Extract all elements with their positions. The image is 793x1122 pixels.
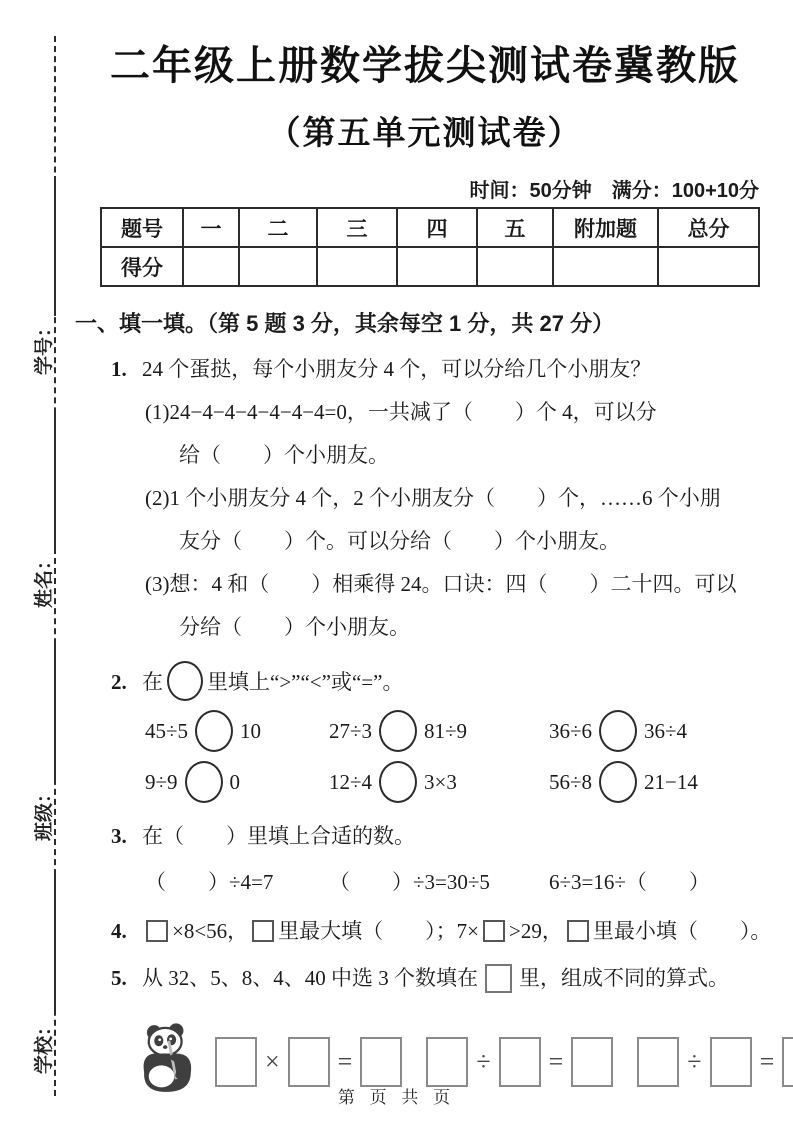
comparison-left: 56÷8 [549,769,593,794]
comparison-right: 3×3 [424,769,457,794]
comparison-right: 36÷4 [644,718,688,743]
header-cell-4: 四 [397,208,477,247]
question-4-seg2: 里最大填（ ）；7× [278,919,480,943]
question-5-stem [75,963,775,994]
name-label: 姓名： [34,550,55,608]
score-table-header-row [101,208,759,247]
answer-box [360,1037,402,1087]
question-3-number: 3. [111,824,127,848]
score-empty-cell [553,247,658,286]
comparison-item [145,761,329,803]
comparison-item [549,761,698,803]
answer-box [426,1037,468,1087]
answer-box [252,920,274,942]
answer-box [215,1037,257,1087]
question-4-number: 4. [111,919,127,943]
equals-sign: = [548,1046,564,1076]
sidebar-field-school [29,875,56,1074]
comparison-item [329,761,549,803]
question-5-number: 5. [111,966,127,990]
question-5-seg2: 里，组成不同的算式。 [519,966,729,990]
sidebar-field-class [29,642,56,841]
question-1-number: 1. [111,357,127,381]
question-1-sub2-line1: (2)1 个小朋友分 4 个，2 个小朋友分（ ）个，……6 个小朋 [145,486,721,510]
question-2-row-2 [75,761,775,803]
score-empty-cell [658,247,759,286]
question-4-seg3: >29， [509,919,563,943]
comparison-left: 27÷3 [329,718,373,743]
question-4-seg1: ×8<56， [172,919,249,943]
comparison-right: 10 [240,718,262,743]
answer-box [499,1037,541,1087]
student-number-label: 学号： [34,317,55,375]
divide-operator: ÷ [476,1046,491,1076]
answer-box [710,1037,752,1087]
header-cell-question-number: 题号 [101,208,183,247]
fill-blank-item: （ ）÷4=7 [145,870,274,894]
student-info-sidebar [10,64,56,1074]
page-subtitle: （第五单元测试卷） [267,114,583,151]
class-label: 班级： [34,783,55,841]
comparison-right: 81÷9 [424,718,468,743]
question-4-stem [75,916,775,947]
score-empty-cell [317,247,397,286]
score-table [100,207,760,287]
comparison-item [145,710,329,752]
comparison-left: 9÷9 [145,769,178,794]
question-2-text-after: 里填上“>”“<”或“=”。 [207,670,404,694]
equation-group [215,1037,402,1087]
exam-meta: 时间：50分钟 满分：100+10分 [469,180,759,202]
sidebar-field-name [29,409,56,608]
compare-circle [185,761,223,803]
name-write-in-line [51,409,56,549]
question-5-seg1: 从 32、5、8、4、40 中选 3 个数填在 [142,966,478,990]
comparison-left: 12÷4 [329,769,373,794]
comparison-left: 45÷5 [145,718,189,743]
question-2-text-before: 在 [142,670,163,694]
compare-circle [379,710,417,752]
school-label: 学校： [34,1016,55,1074]
score-empty-cell [397,247,477,286]
equals-sign: = [337,1046,353,1076]
compare-circle [599,710,637,752]
comparison-left: 36÷6 [549,718,593,743]
score-empty-cell [183,247,239,286]
school-write-in-line [51,875,56,1015]
question-2-row-1 [75,710,775,752]
answer-box [567,920,589,942]
equation-group [637,1037,793,1087]
section-1-heading: 一、填一填。（第 5 题 3 分，其余每空 1 分，共 27 分） [75,311,615,336]
question-1-text: 24 个蛋挞，每个小朋友分 4 个，可以分给几个小朋友？ [142,357,652,381]
sidebar-field-student-number [29,176,56,375]
answer-box [571,1037,613,1087]
question-1-sub3-line2: 分给（ ）个小朋友。 [179,615,410,639]
multiply-operator: × [265,1046,280,1076]
answer-box [782,1037,793,1087]
header-cell-2: 二 [239,208,317,247]
student-number-write-in-line [51,176,56,316]
fill-blank-item: （ ）÷3=30÷5 [329,870,490,894]
header-cell-total: 总分 [658,208,759,247]
page-footer: 第 页 共 页 [337,1088,456,1107]
question-1-sub2-line2: 友分（ ）个。可以分给（ ）个小朋友。 [179,529,620,553]
answer-box [288,1037,330,1087]
question-1-sub1-line1: (1)24−4−4−4−4−4−4=0，一共减了（ ）个 4，可以分 [145,400,657,424]
score-table-score-row [101,247,759,286]
question-2-stem [75,661,775,701]
comparison-right: 21−14 [644,769,698,794]
compare-circle [379,761,417,803]
answer-box [483,920,505,942]
compare-circle [599,761,637,803]
score-label-cell: 得分 [101,247,183,286]
header-cell-5: 五 [477,208,553,247]
answer-box [637,1037,679,1087]
main-content [75,24,775,1109]
answer-box [485,964,512,993]
question-3-stem [75,821,775,852]
score-empty-cell [239,247,317,286]
comparison-item [549,710,687,752]
question-1-sub3-line1: (3)想：4 和（ ）相乘得 24。口诀：四（ ）二十四。可以 [145,572,737,596]
header-cell-3: 三 [317,208,397,247]
question-4-seg4: 里最小填（ ）。 [592,919,772,943]
divide-operator: ÷ [687,1046,702,1076]
equation-group [426,1037,613,1087]
header-cell-1: 一 [183,208,239,247]
compare-circle [195,710,233,752]
comparison-item [329,710,549,752]
page-title: 二年级上册数学拔尖测试卷冀教版 [110,44,740,88]
class-write-in-line [51,642,56,782]
answer-box [146,920,168,942]
question-3-text: 在（ ）里填上合适的数。 [142,824,415,848]
equals-sign: = [759,1046,775,1076]
question-2-number: 2. [111,670,127,694]
comparison-right: 0 [229,769,241,794]
compare-circle [167,661,203,701]
score-empty-cell [477,247,553,286]
question-3-items-row [75,866,775,896]
header-cell-bonus: 附加题 [553,208,658,247]
question-1-sub1-line2: 给（ ）个小朋友。 [179,443,389,467]
question-1-stem [75,354,775,385]
fill-blank-item: 6÷3=16÷（ ） [549,870,710,894]
